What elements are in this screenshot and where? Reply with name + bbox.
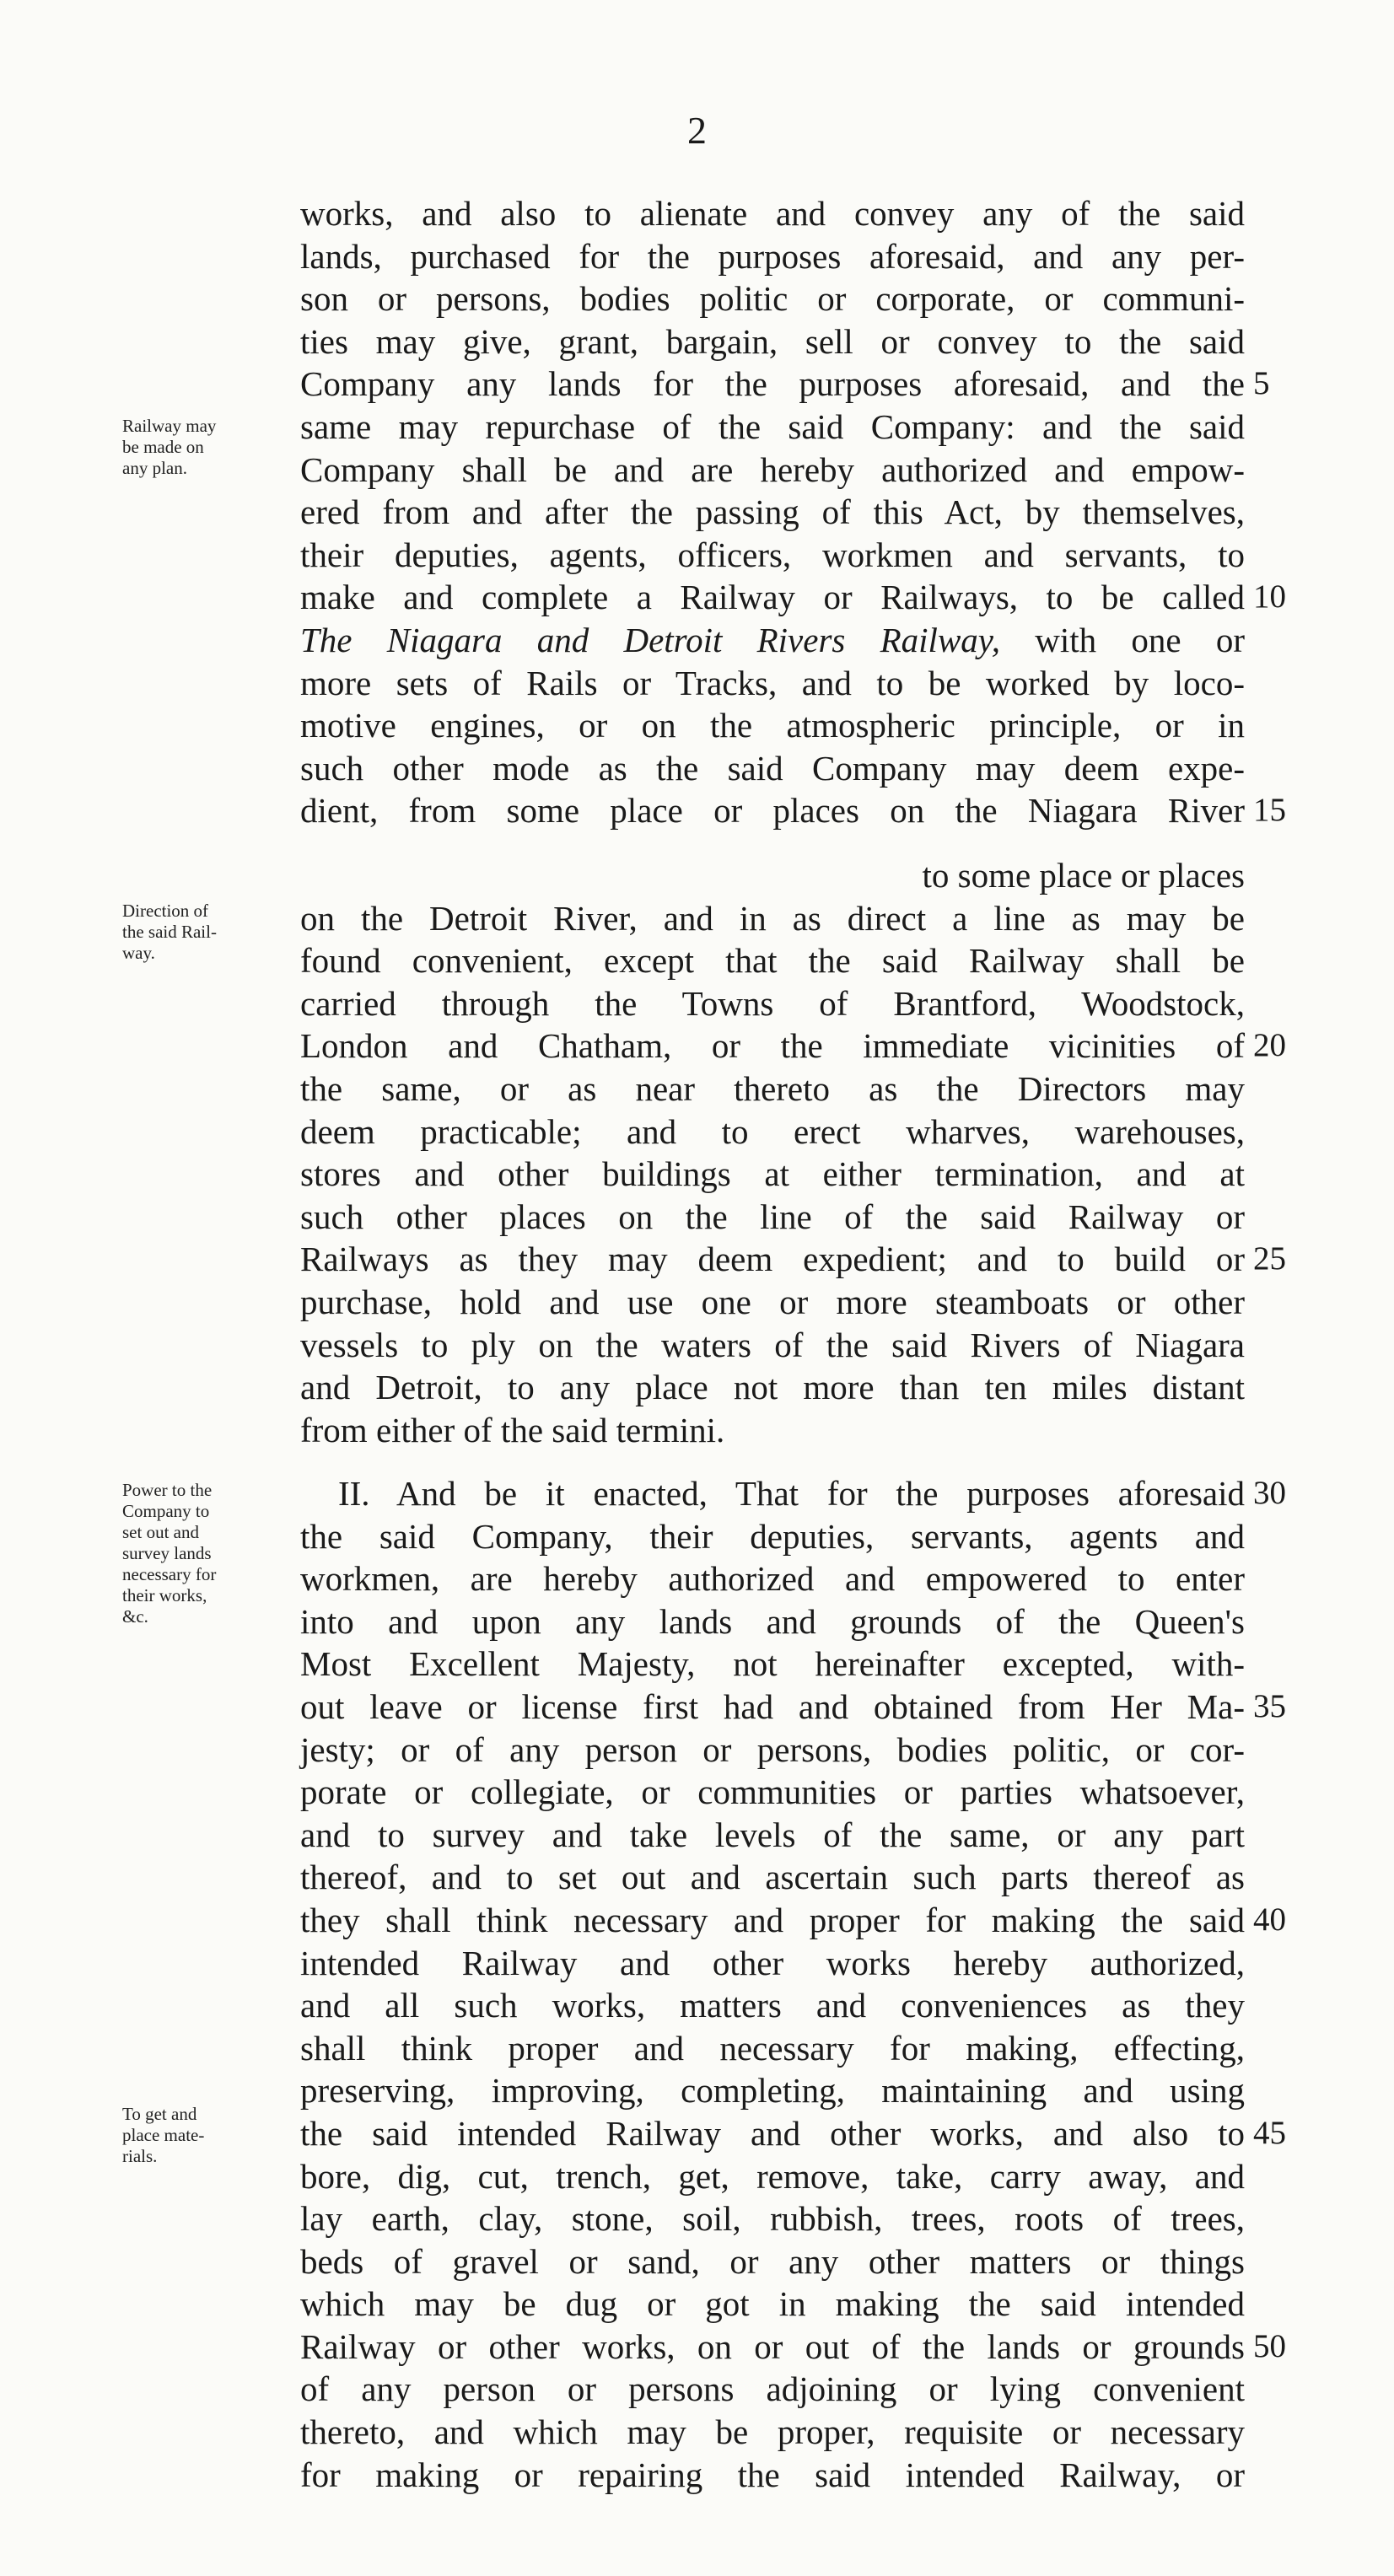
line-text: beds of gravel or sand, or any other matters or things xyxy=(300,2241,1245,2281)
text-line xyxy=(300,1942,1245,1985)
line-text: son or persons, bodies politic or corporate, or communi- xyxy=(300,279,1245,319)
margin-note-line: survey lands xyxy=(122,1543,212,1563)
page-number: 2 xyxy=(687,109,707,152)
line-text: and all such works, matters and conveniences as they xyxy=(300,1986,1245,2025)
text-line xyxy=(300,1557,1245,1600)
text-line xyxy=(300,2368,1245,2411)
text-line xyxy=(300,2112,1286,2155)
margin-note-line: Power to the xyxy=(122,1480,213,1500)
text-line xyxy=(300,2240,1245,2283)
text-line xyxy=(300,897,1245,940)
line-text: bore, dig, cut, trench, get, remove, take, carry away, and xyxy=(300,2156,1245,2196)
text-line xyxy=(300,1153,1245,1196)
line-text: out leave or license first had and obtained from Her Ma- xyxy=(300,1686,1245,1726)
text-line xyxy=(300,982,1245,1025)
text-line xyxy=(300,2197,1245,2240)
text-line xyxy=(300,1111,1245,1154)
text-line xyxy=(300,2326,1286,2369)
margin-note-line: necessary for xyxy=(122,1564,217,1584)
line-text: the same, or as near thereto as the Directors may xyxy=(300,1068,1245,1108)
line-text: lay earth, clay, stone, soil, rubbish, trees, roots of trees, xyxy=(300,2199,1245,2239)
line-text: into and upon any lands and grounds of the Queen's xyxy=(300,1601,1245,1641)
line-text: porate or collegiate, or communities or parties whatsoever, xyxy=(300,1772,1245,1812)
text-line xyxy=(300,576,1286,619)
text-line xyxy=(300,1196,1245,1239)
line-text: Railway or other works, on or out of the lands or grounds xyxy=(300,2326,1245,2366)
paragraph-2 xyxy=(300,854,1286,1451)
text-line xyxy=(300,704,1245,747)
text-line xyxy=(300,619,1245,662)
line-number: 20 xyxy=(1253,1027,1286,1064)
text-line xyxy=(300,939,1245,982)
margin-note-power-to-survey xyxy=(122,1480,291,1627)
margin-note-line: To get and xyxy=(122,2104,197,2124)
line-text: more sets of Rails or Tracks, and to be worked by loco- xyxy=(300,663,1245,702)
line-text: intended Railway and other works hereby authorized, xyxy=(300,1943,1245,1982)
text-line xyxy=(300,2283,1245,2326)
text-line xyxy=(300,1856,1245,1899)
line-number: 30 xyxy=(1253,1475,1286,1511)
text-line xyxy=(300,1024,1286,1068)
text-line xyxy=(300,1366,1245,1409)
line-text: II. And be it enacted, That for the purposes aforesaid xyxy=(338,1474,1245,1513)
line-text: works, and also to alienate and convey any of the said xyxy=(300,194,1245,233)
text-line xyxy=(300,1472,1286,1515)
text-line xyxy=(300,1984,1245,2027)
line-text: Most Excellent Majesty, not hereinafter excepted, with- xyxy=(300,1644,1245,1684)
line-text: for making or repairing the said intended Railway, or xyxy=(300,2455,1245,2494)
line-text: Railways as they may deem expedient; and to build or xyxy=(300,1240,1245,1279)
text-line xyxy=(300,192,1245,235)
line-text: same may repurchase of the said Company: and the said xyxy=(300,406,1245,446)
line-text: jesty; or of any person or persons, bodies politic, or cor- xyxy=(300,1729,1245,1769)
line-suffix: with one or xyxy=(999,620,1245,659)
text-line xyxy=(300,1899,1286,1942)
text-line xyxy=(300,1600,1245,1643)
line-text: found convenient, except that the said Railway shall be xyxy=(300,941,1245,981)
line-text: to some place or places xyxy=(922,856,1245,895)
margin-note-line: be made on xyxy=(122,437,204,457)
text-line xyxy=(300,1729,1245,1772)
line-text: such other places on the line of the said Railway or xyxy=(300,1197,1245,1236)
text-line xyxy=(300,406,1245,449)
line-text: stores and other buildings at either termination, and at xyxy=(300,1154,1245,1194)
text-line xyxy=(300,1324,1245,1367)
text-line xyxy=(300,491,1245,534)
line-text: the said intended Railway and other works, and also to xyxy=(300,2113,1245,2153)
margin-note-line: place mate- xyxy=(122,2125,205,2145)
margin-note-line: way. xyxy=(122,943,155,963)
margin-note-line: set out and xyxy=(122,1522,199,1542)
line-text: ered from and after the passing of this Act, by themselves, xyxy=(300,492,1245,532)
margin-note-line: Railway may xyxy=(122,416,217,436)
line-text: vessels to ply on the waters of the said Rivers of Niagara xyxy=(300,1325,1245,1364)
line-number: 15 xyxy=(1253,792,1286,829)
text-line xyxy=(300,534,1245,577)
text-line xyxy=(300,854,1245,897)
line-text: thereof, and to set out and ascertain such parts thereof as xyxy=(300,1858,1245,1897)
line-text: which may be dug or got in making the said intended xyxy=(300,2284,1245,2324)
line-text: preserving, improving, completing, maintaining and using xyxy=(300,2071,1245,2111)
text-line xyxy=(300,1281,1245,1324)
line-number: 40 xyxy=(1253,1901,1286,1938)
line-text: London and Chatham, or the immediate vicinities of xyxy=(300,1026,1245,1066)
margin-note-line: Direction of xyxy=(122,901,209,921)
line-text: ties may give, grant, bargain, sell or convey to the said xyxy=(300,321,1245,361)
line-number: 25 xyxy=(1253,1240,1286,1277)
line-text: and Detroit, to any place not more than ten miles distant xyxy=(300,1368,1245,1407)
text-line xyxy=(300,1771,1245,1814)
line-text: Company shall be and are hereby authorized and empow- xyxy=(300,449,1245,489)
line-text: deem practicable; and to erect wharves, warehouses, xyxy=(300,1111,1245,1151)
text-line xyxy=(300,2454,1245,2497)
text-line xyxy=(300,662,1245,705)
line-text: carried through the Towns of Brantford, Woodstock, xyxy=(300,983,1245,1023)
text-line xyxy=(300,1409,1245,1452)
line-text: on the Detroit River, and in as direct a line as may be xyxy=(300,898,1245,938)
margin-note-line: Company to xyxy=(122,1501,210,1521)
line-text: the said Company, their deputies, servants, agents and xyxy=(300,1516,1245,1556)
line-text: and to survey and take levels of the same, or any part xyxy=(300,1815,1245,1854)
line-text: they shall think necessary and proper for making the said xyxy=(300,1900,1245,1939)
margin-note-railway-plan xyxy=(122,416,291,479)
text-line xyxy=(300,2069,1245,2112)
text-line xyxy=(300,277,1245,320)
text-line xyxy=(300,1068,1245,1111)
line-text: thereto, and which may be proper, requisite or necessary xyxy=(300,2412,1245,2452)
text-line xyxy=(300,1643,1245,1686)
line-text: their deputies, agents, officers, workmen and servants, to xyxy=(300,535,1245,574)
paragraph-1 xyxy=(300,192,1286,832)
line-text: workmen, are hereby authorized and empowered to enter xyxy=(300,1559,1245,1599)
margin-note-direction xyxy=(122,901,291,964)
text-line xyxy=(300,2155,1245,2198)
line-text: such other mode as the said Company may deem expe- xyxy=(300,748,1245,788)
line-text: dient, from some place or places on the Niagara River xyxy=(300,791,1245,831)
line-text: shall think proper and necessary for making, effecting, xyxy=(300,2028,1245,2068)
text-line xyxy=(300,235,1245,278)
margin-note-line: &c. xyxy=(122,1606,148,1627)
text-line xyxy=(300,1238,1286,1281)
text-line xyxy=(300,1814,1245,1857)
line-number: 35 xyxy=(1253,1687,1286,1724)
text-line xyxy=(300,1686,1286,1729)
line-text: lands, purchased for the purposes aforesaid, and any per- xyxy=(300,236,1245,276)
line-text: from either of the said termini. xyxy=(300,1410,725,1449)
text-line xyxy=(300,789,1286,832)
text-line xyxy=(300,320,1245,363)
margin-note-line: rials. xyxy=(122,2146,158,2166)
line-text: make and complete a Railway or Railways, to be called xyxy=(300,578,1245,617)
line-text: Company any lands for the purposes aforesaid, and the xyxy=(300,364,1245,404)
line-number: 50 xyxy=(1253,2327,1286,2364)
line-text: motive engines, or on the atmospheric principle, or in xyxy=(300,706,1245,745)
line-number: 10 xyxy=(1253,578,1286,616)
margin-note-line: the said Rail- xyxy=(122,922,217,942)
text-line xyxy=(300,1515,1245,1558)
section-ii-paragraph xyxy=(300,1472,1286,2496)
margin-note-materials xyxy=(122,2104,291,2167)
line-text: purchase, hold and use one or more steamboats or other xyxy=(300,1282,1245,1321)
margin-note-line: any plan. xyxy=(122,458,187,478)
text-line xyxy=(300,449,1245,492)
railway-name: The Niagara and Detroit Rivers Railway, xyxy=(300,620,1000,659)
line-number: 5 xyxy=(1253,365,1270,402)
line-text: of any person or persons adjoining or lying convenient xyxy=(300,2369,1245,2409)
text-line xyxy=(300,363,1270,406)
line-number: 45 xyxy=(1253,2114,1286,2151)
text-line xyxy=(300,2027,1245,2070)
margin-note-line: their works, xyxy=(122,1585,207,1605)
text-line xyxy=(300,747,1245,790)
text-line xyxy=(300,2411,1245,2454)
